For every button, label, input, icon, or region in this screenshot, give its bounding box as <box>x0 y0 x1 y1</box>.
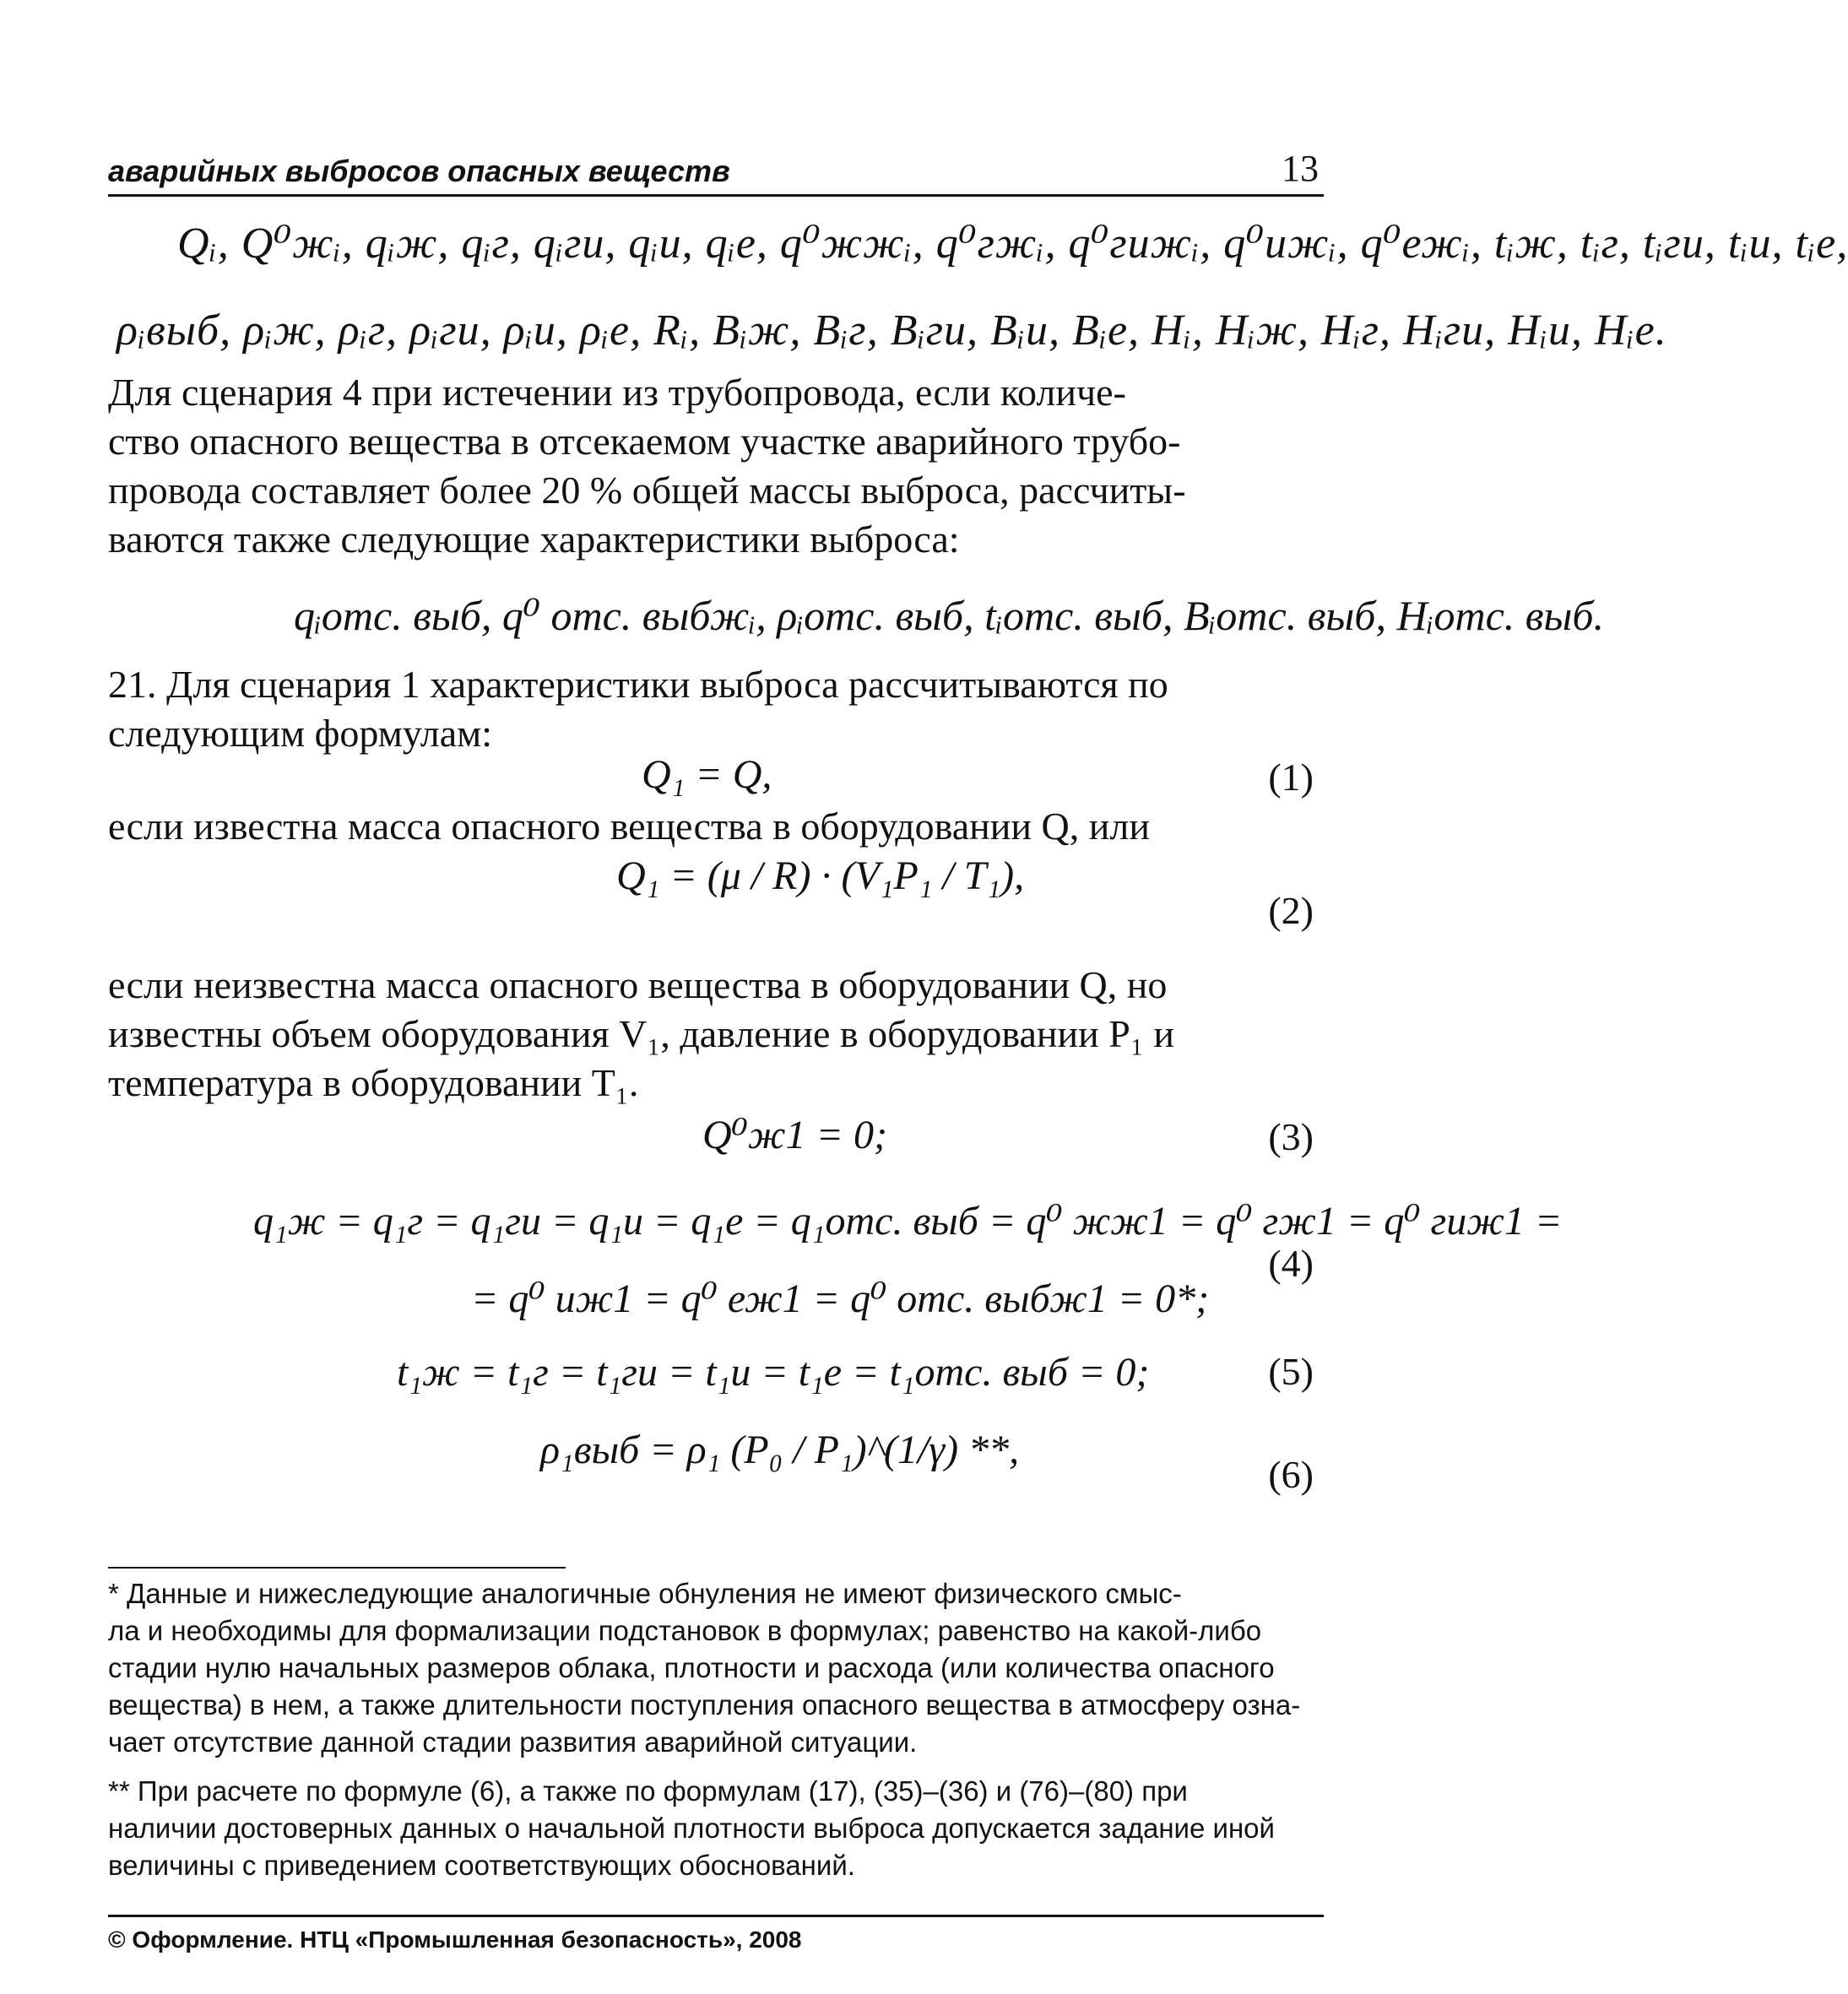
footnote-line: величины с приведением соответствующих обоснований. <box>108 1850 855 1881</box>
footnote-line: ла и необходимы для формализации подстановок в формулах; равенство на какой-либо <box>108 1615 1262 1646</box>
text-line: если известна масса опасного вещества в оборудовании Q, или <box>108 805 1150 848</box>
text-line: температура в оборудовании T₁. <box>108 1061 639 1104</box>
footnote-line: вещества) в нем, а также длительности поступления опасного вещества в атмосферу озна- <box>108 1689 1301 1720</box>
paragraph-item-21 <box>108 660 1324 758</box>
equation-number-3: (3) <box>1268 1115 1314 1158</box>
footnote-line: стадии нулю начальных размеров облака, плотности и расхода (или количества опасного <box>108 1652 1275 1683</box>
footnote-line: * Данные и нижеследующие аналогичные обнуления не имеют физического смыс- <box>108 1578 1182 1609</box>
header-title: аварийных выбросов опасных веществ <box>108 154 730 188</box>
text-line: ство опасного вещества в отсекаемом участке аварийного трубо- <box>108 420 1181 463</box>
text-line: провода составляет более 20 % общей массы выброса, рассчиты- <box>108 469 1186 512</box>
equation-number-1: (1) <box>1268 756 1314 799</box>
text-line: Для сценария 4 при истечении из трубопровода, если количе- <box>108 371 1126 414</box>
footnote-line: наличии достоверных данных о начальной плотности выброса допускается задание иной <box>108 1812 1275 1844</box>
symbol-list-line-2: ρᵢвыб, ρᵢж, ρᵢг, ρᵢги, ρᵢи, ρᵢе, Rᵢ, Bᵢж, Bᵢг, Bᵢги, Bᵢи, Bᵢе, Hᵢ, Hᵢж, Hᵢг, Hᵢги, Hᵢи, Hᵢе. <box>117 306 1667 355</box>
equation-3: Q⁰ж1 = 0; <box>702 1113 887 1157</box>
bottom-rule <box>108 1915 1324 1917</box>
footnote-line: ** При расчете по формуле (6), а также по формулам (17), (35)–(36) и (76)–(80) при <box>108 1775 1188 1807</box>
equation-2: Q₁ = (μ / R) · (V₁P₁ / T₁), <box>616 853 1025 898</box>
running-header <box>108 150 1324 194</box>
text-line: если неизвестна масса опасного вещества в оборудовании Q, но <box>108 963 1168 1006</box>
page-number: 13 <box>1282 148 1319 189</box>
paragraph-known-mass <box>108 802 1324 851</box>
equation-5: t₁ж = t₁г = t₁ги = t₁и = t₁е = t₁отс. выб = 0; <box>397 1350 1150 1395</box>
equation-4-line-2: = q⁰ иж1 = q⁰ еж1 = q⁰ отс. выбж1 = 0*; <box>471 1276 1210 1321</box>
text-line: известны объем оборудования V₁, давление в оборудовании P₁ и <box>108 1012 1175 1055</box>
text-line: 21. Для сценария 1 характеристики выброса рассчитываются по <box>108 663 1168 706</box>
equation-number-4: (4) <box>1268 1242 1314 1285</box>
footnote-line: чает отсутствие данной стадии развития аварийной ситуации. <box>108 1726 918 1758</box>
symbol-list-line-3: qᵢотс. выб, q⁰ отс. выбжᵢ, ρᵢотс. выб, tᵢотс. выб, Bᵢотс. выб, Hᵢотс. выб. <box>294 592 1604 639</box>
equation-1: Q₁ = Q, <box>642 752 772 797</box>
symbol-list-line-1: Qᵢ, Q⁰жᵢ, qᵢж, qᵢг, qᵢги, qᵢи, qᵢе, q⁰жжᵢ, q⁰гжᵢ, q⁰гижᵢ, q⁰ижᵢ, q⁰ежᵢ, tᵢж, tᵢг, tᵢги, tᵢи, tᵢе, <box>177 219 1848 268</box>
paragraph-scenario-4 <box>108 368 1324 564</box>
text-line: ваются также следующие характеристики выброса: <box>108 517 960 561</box>
copyright-notice: © Оформление. НТЦ «Промышленная безопасность», 2008 <box>108 1926 802 1953</box>
header-rule <box>108 194 1324 197</box>
equation-number-5: (5) <box>1268 1350 1314 1393</box>
footnote-1 <box>108 1575 1324 1761</box>
footnote-2 <box>108 1773 1324 1884</box>
equation-4-line-1: q₁ж = q₁г = q₁ги = q₁и = q₁е = q₁отс. выб = q⁰ жж1 = q⁰ гж1 = q⁰ гиж1 = <box>253 1199 1563 1244</box>
paragraph-unknown-mass <box>108 961 1324 1108</box>
text-line: следующим формулам: <box>108 712 493 755</box>
footnote-rule <box>108 1567 566 1569</box>
equation-6: ρ₁выб = ρ₁ (P₀ / P₁)^(1/γ) **, <box>540 1428 1020 1472</box>
equation-number-2: (2) <box>1268 889 1314 932</box>
equation-number-6: (6) <box>1268 1453 1314 1496</box>
